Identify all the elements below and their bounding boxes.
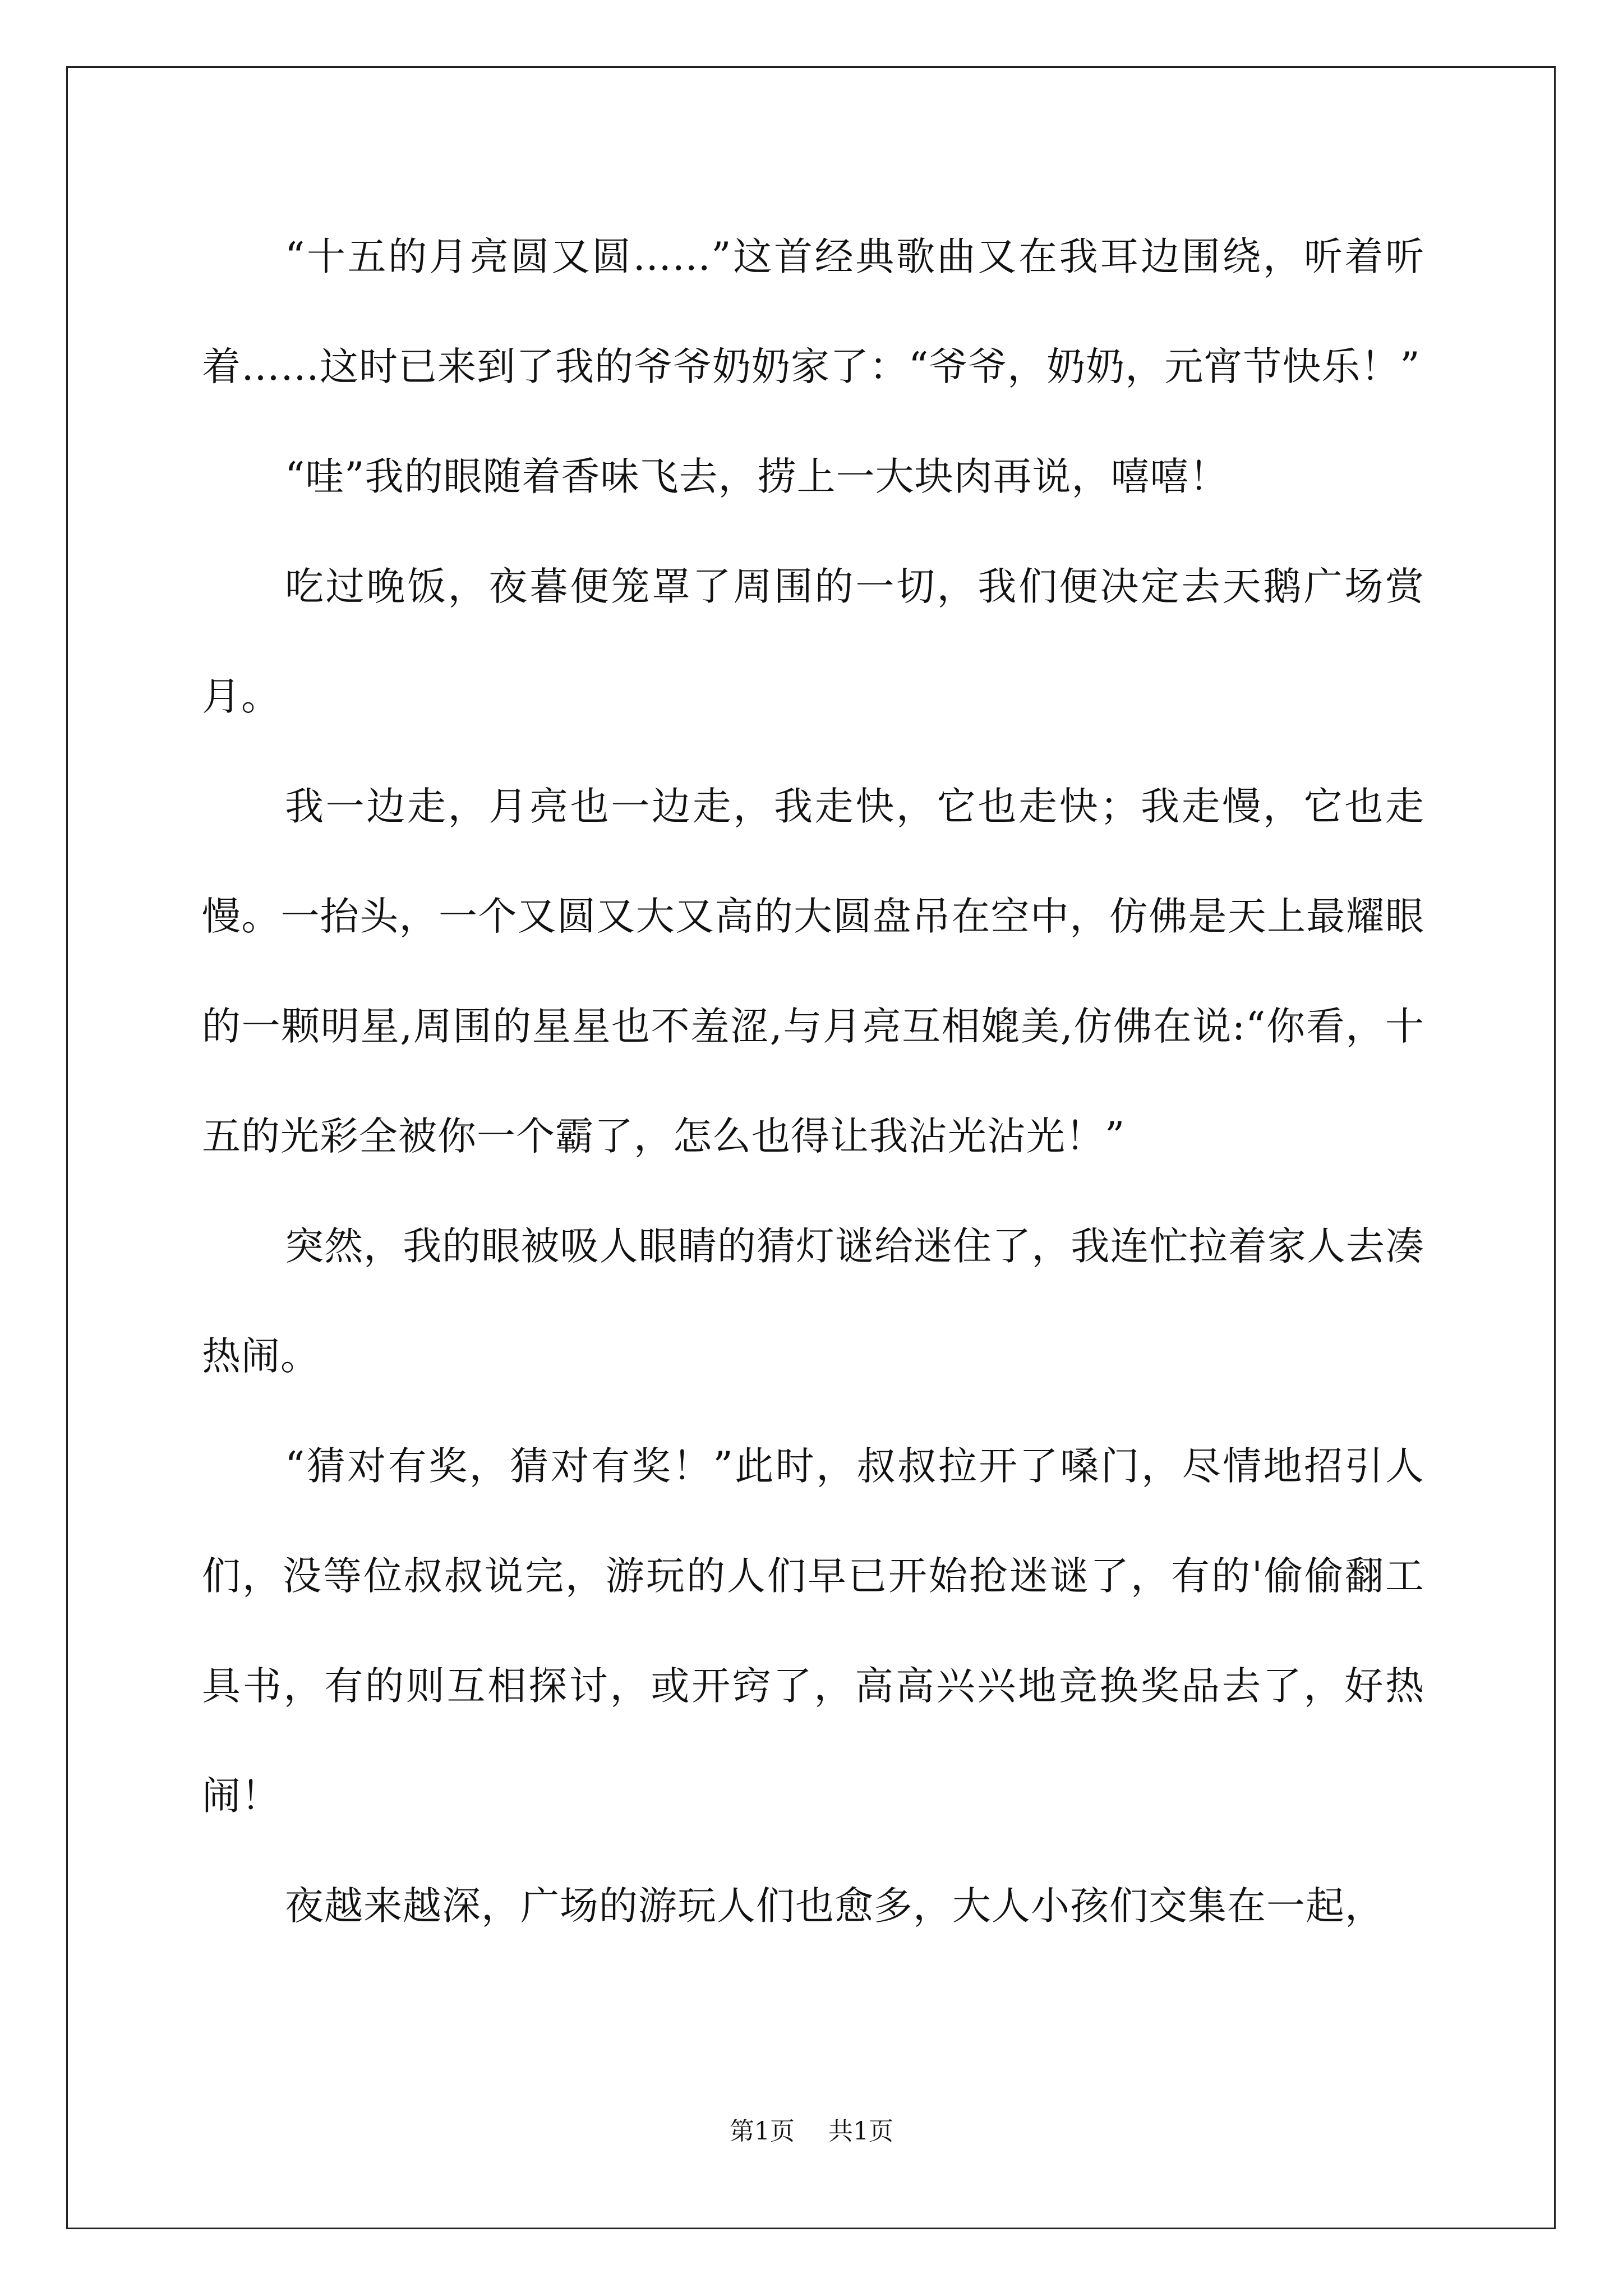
paragraph: 突然，我的眼被吸人眼睛的猜灯谜给迷住了，我连忙拉着家人去凑热闹。	[202, 1224, 1424, 1379]
paragraph: 夜越来越深，广场的游玩人们也愈多，大人小孩们交集在一起，	[285, 1884, 1384, 1929]
paragraph: “猜对有奖，猜对有奖！”此时，叔叔拉开了嗓门，尽情地招引人们，没等位叔叔说完，游玩的人们早已开始抢迷谜了，有的'偷偷翻工具书，有的则互相探讨，或开窍了，高高兴兴地竞换奖品去了，好热闹！	[202, 1444, 1424, 1819]
paragraph: “哇”我的眼随着香味飞去，捞上一大块肉再说，嘻嘻！	[285, 454, 1229, 499]
paragraph: 我一边走，月亮也一边走，我走快，它也走快；我走慢，它也走慢。一抬头，一个又圆又大又高的大圆盘吊在空中，仿佛是天上最耀眼的一颗明星,周围的星星也不羞涩,与月亮互相媲美,仿佛在说:“你看，十五的光彩全被你一个霸了，怎么也得让我沾光沾光！”	[202, 784, 1424, 1159]
paragraph: 吃过晚饭，夜暮便笼罩了周围的一切，我们便决定去天鹅广场赏月。	[202, 564, 1424, 719]
document-body	[202, 202, 1424, 1961]
page-total: 共1页	[828, 2117, 893, 2146]
page-footer	[0, 2115, 1623, 2148]
paragraph: “十五的月亮圆又圆……”这首经典歌曲又在我耳边围绕，听着听着……这时已来到了我的爷爷奶奶家了：“爷爷，奶奶，元宵节快乐！”	[202, 234, 1424, 389]
page-number: 第1页	[730, 2117, 795, 2146]
